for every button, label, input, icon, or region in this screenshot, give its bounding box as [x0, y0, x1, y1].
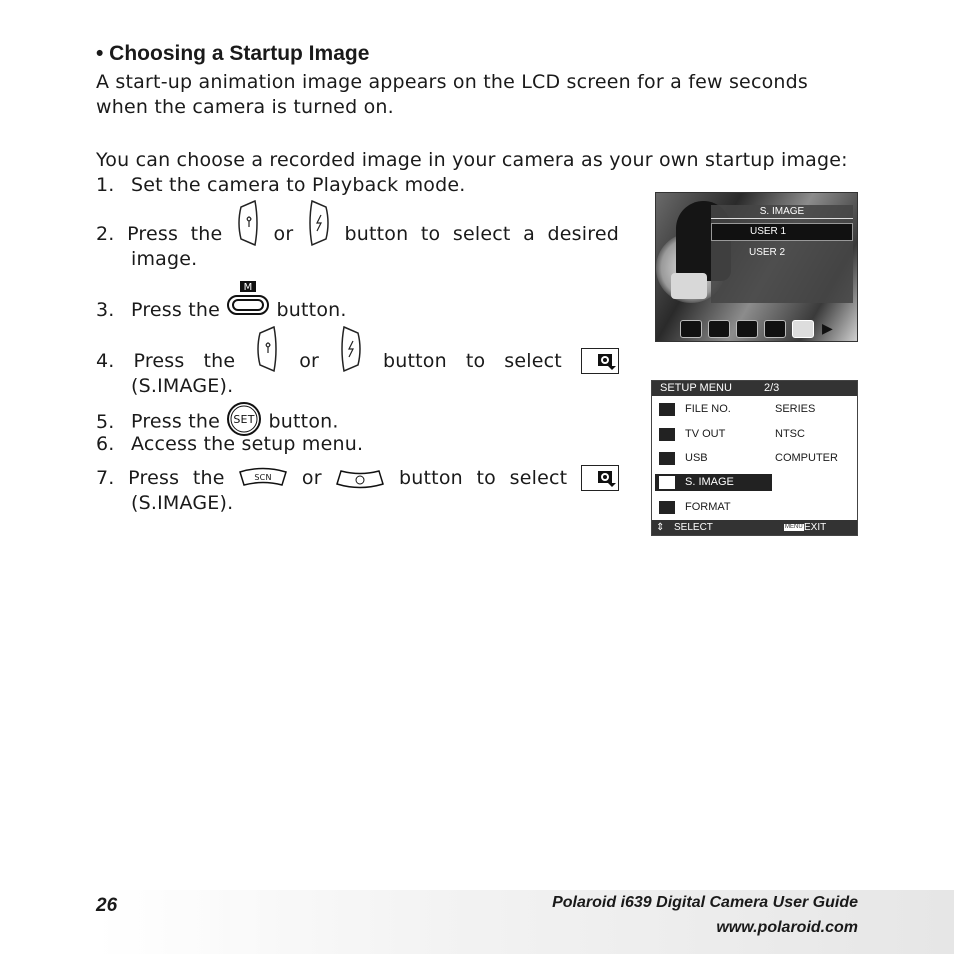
step-word: Press	[133, 349, 185, 372]
step-word: select	[452, 223, 511, 245]
intro-line-2: when the camera is turned on.	[96, 96, 394, 118]
macro-left-button-icon	[254, 325, 280, 373]
step-word: button	[399, 466, 463, 489]
step-word: Press	[127, 223, 179, 245]
step-word: a	[523, 223, 535, 245]
slideshow-icon	[736, 320, 758, 338]
setup-menu-page: 2/3	[764, 382, 780, 394]
step-word: button	[382, 349, 447, 372]
step-word: or	[299, 349, 320, 372]
step-1	[96, 173, 466, 198]
step-continuation: (S.IMAGE).	[131, 375, 234, 397]
intro-line-1: A start-up animation image appears on the LCD screen for a few seconds	[96, 71, 809, 93]
s-image-menu	[711, 205, 853, 303]
setup-row-usb[interactable]	[652, 450, 857, 467]
setup-menu-footer	[652, 520, 857, 535]
macro-left-button-icon	[235, 199, 261, 247]
intro-paragraph	[96, 70, 808, 120]
website-url[interactable]: www.polaroid.com	[716, 919, 858, 936]
step-2	[96, 222, 619, 272]
setup-row-format[interactable]	[652, 499, 857, 516]
setup-row-s-image[interactable]	[655, 474, 772, 491]
step-7	[96, 465, 619, 516]
step-continuation: image.	[131, 248, 198, 270]
menu-item-user-1[interactable]: USER 1	[711, 223, 853, 241]
step-word: to	[476, 466, 497, 489]
row-label: S. IMAGE	[685, 476, 734, 488]
scn-up-button-icon	[238, 467, 288, 489]
step-number: 4.	[96, 349, 115, 372]
setup-row-file-no[interactable]	[652, 401, 857, 418]
menu-button-icon	[226, 280, 270, 320]
guide-title: Polaroid i639 Digital Camera User Guide	[552, 894, 858, 911]
step-text: Set the camera to Playback mode.	[131, 174, 466, 196]
step-number: 3.	[96, 299, 115, 321]
row-label: TV OUT	[685, 428, 726, 440]
startup-image-icon	[581, 465, 619, 491]
scn-label: SCN	[254, 473, 272, 482]
flash-right-button-icon	[306, 199, 332, 247]
self-timer-down-button-icon	[335, 467, 385, 489]
setup-menu-header	[652, 381, 857, 396]
right-arrow-icon: ▶	[822, 321, 833, 337]
menu-item-user-2[interactable]: USER 2	[749, 247, 786, 258]
step-3	[96, 281, 347, 323]
step-word: the	[203, 349, 236, 372]
step-text: Press the	[131, 410, 221, 433]
startup-image-icon	[659, 476, 675, 489]
step-word: button	[344, 223, 409, 245]
step-text: button.	[268, 410, 339, 433]
step-word: the	[190, 223, 223, 245]
photo-cup	[671, 273, 707, 299]
step-word: desired	[547, 223, 619, 245]
flash-right-button-icon	[338, 325, 364, 373]
tv-out-icon	[659, 428, 675, 441]
startup-image-icon	[792, 320, 814, 338]
row-label: FORMAT	[685, 501, 731, 513]
step-6	[96, 432, 363, 457]
step-continuation: (S.IMAGE).	[131, 492, 234, 514]
row-value: NTSC	[775, 428, 805, 440]
row-label: USB	[685, 452, 708, 464]
usb-icon	[659, 452, 675, 465]
voice-memo-icon	[764, 320, 786, 338]
setup-menu-title: SETUP MENU	[660, 382, 732, 394]
choose-paragraph: You can choose a recorded image in your camera as your own startup image:	[96, 149, 848, 171]
step-word: select	[509, 466, 568, 489]
step-number: 6.	[96, 433, 115, 455]
menu-badge-label: M	[243, 281, 253, 293]
menu-key-icon: MENU	[785, 524, 803, 530]
protect-icon	[680, 320, 702, 338]
set-button-label: SET	[233, 413, 255, 426]
footer-guide	[552, 890, 858, 940]
lcd-icon-bar	[656, 317, 857, 341]
step-number: 2.	[96, 223, 115, 245]
step-text: button.	[276, 299, 347, 321]
section-heading: • Choosing a Startup Image	[96, 42, 370, 65]
step-word: to	[420, 223, 441, 245]
step-number: 7.	[96, 466, 115, 489]
startup-image-icon	[581, 348, 619, 374]
page-number: 26	[96, 895, 118, 916]
step-word: or	[301, 466, 322, 489]
footer-select-label: SELECT	[674, 522, 713, 533]
row-label: FILE NO.	[685, 403, 731, 415]
lcd-setup-menu-screen	[651, 380, 858, 536]
step-word: Press	[128, 466, 180, 489]
step-number: 1.	[96, 174, 115, 196]
file-no-icon	[659, 403, 675, 416]
format-icon	[659, 501, 675, 514]
footer-exit-label: EXIT	[804, 522, 827, 533]
lcd-playback-screen	[655, 192, 858, 342]
step-text: Press the	[131, 299, 221, 321]
step-number: 5.	[96, 410, 115, 433]
step-4	[96, 348, 619, 399]
setup-row-tv-out[interactable]	[652, 426, 857, 443]
row-value: SERIES	[775, 403, 816, 415]
step-word: select	[504, 349, 562, 372]
menu-title: S. IMAGE	[711, 205, 853, 219]
step-text: Access the setup menu.	[131, 433, 364, 455]
thumbnail-icon	[708, 320, 730, 338]
up-down-arrows-icon: ⇕	[656, 522, 665, 533]
step-word: or	[273, 223, 294, 245]
step-word: to	[465, 349, 486, 372]
row-value: COMPUTER	[775, 452, 838, 464]
step-word: the	[192, 466, 225, 489]
